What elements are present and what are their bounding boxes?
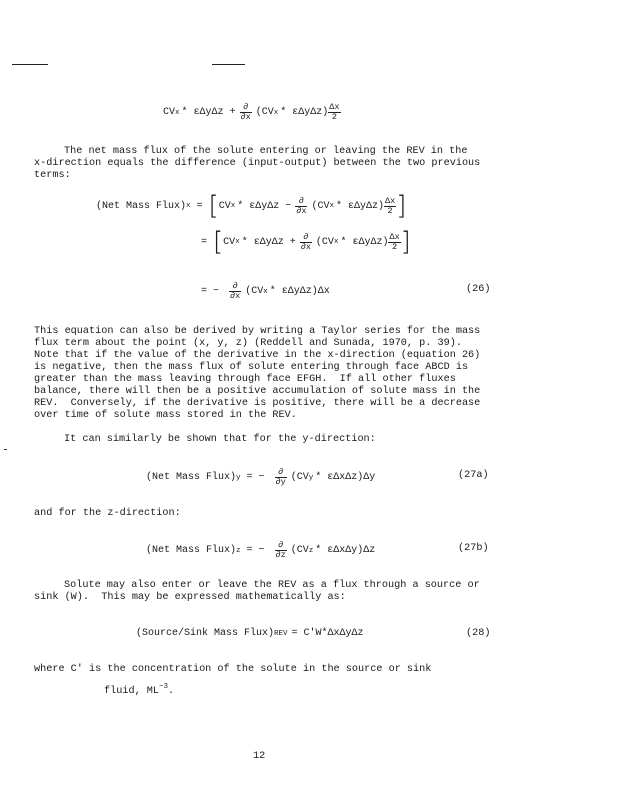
- frac-num: ∂: [240, 103, 252, 113]
- equation-28: [136, 628, 364, 639]
- text-fragment: fluid, ML: [104, 686, 160, 697]
- text-line: REV. Conversely, if the derivative is positive, there will be a decrease: [34, 398, 481, 409]
- text-line: This equation can also be derived by writing a Taylor series for the mass: [34, 326, 481, 337]
- text-line: x-direction equals the difference (input-output) between the two previous: [34, 158, 481, 169]
- frac-num: Δx: [329, 102, 340, 112]
- equation-number-28: (28): [466, 628, 491, 639]
- frac-den: ∂x: [240, 112, 251, 122]
- equation-27a: (Net Mass Flux) y = − $\frac{\partial}{\partial y}$ (CV y * εΔxΔz)Δy: [146, 467, 376, 487]
- frac-num: ∂: [275, 468, 287, 478]
- eq-sub: x: [186, 202, 191, 210]
- frac-den: ∂x: [230, 291, 241, 301]
- eq-fraction: [229, 282, 241, 301]
- text-line: is negative, then the mass flux of solute entering through face ABCD is: [34, 362, 469, 373]
- eq-term: * εΔyΔz)Δx: [269, 286, 330, 297]
- margin-mark: [4, 449, 7, 450]
- frac-den: ∂x: [296, 205, 307, 216]
- text-line: balance, there will then be a positive accumulation of solute mass in the: [34, 386, 481, 397]
- eq-term: (CV: [245, 286, 264, 297]
- superscript: −3: [159, 683, 169, 691]
- page-number: 12: [253, 751, 266, 762]
- eq-lhs: (Source/Sink Mass Flux): [136, 628, 275, 639]
- text-line: terms:: [34, 170, 71, 181]
- equation-26-line-1: (Net Mass Flux) x = [ CV x * εΔyΔz − $\frac{\partial}{\partial x}$ (CV x * εΔyΔz) $\frac{\Delta x}{2}$ ]: [96, 191, 407, 221]
- paragraph-3: It can similarly be shown that for the y-direction:: [64, 434, 376, 445]
- frac-den: 2: [387, 205, 393, 216]
- eq-sub: x: [329, 202, 334, 210]
- text-line: greater than the mass leaving through face EFGH. If all other fluxes: [34, 374, 456, 385]
- eq-sub: y: [236, 473, 241, 482]
- frac-den: 2: [392, 241, 398, 252]
- eq-sub: x: [263, 287, 268, 296]
- text-line: sink (W). This may be expressed mathematically as:: [34, 592, 346, 603]
- eq-lhs: (Net Mass Flux): [146, 472, 237, 483]
- right-bracket: ]: [400, 227, 411, 257]
- eq-lhs: (Net Mass Flux): [146, 545, 237, 556]
- eq-term: (CV: [290, 545, 309, 556]
- eq-fraction: [240, 103, 252, 122]
- text-line: Solute may also enter or leave the REV as a flux through a source or: [64, 580, 480, 591]
- eq-term: (CV: [290, 472, 309, 483]
- equation-number-27b: (27b): [458, 543, 489, 554]
- frac-num: ∂: [300, 233, 312, 243]
- top-rule-right: [212, 64, 245, 65]
- text-fragment: .: [168, 686, 175, 697]
- eq-sub: x: [230, 202, 236, 210]
- equation-top: [163, 103, 341, 122]
- frac-num: Δx: [389, 231, 400, 242]
- eq-term: CV: [223, 236, 236, 248]
- text-line: flux term about the point (x, y, z) (Reddell and Sunada, 1970, p. 39).: [34, 338, 462, 349]
- eq-fraction: [328, 103, 340, 122]
- eq-term: * εΔyΔz −: [237, 200, 292, 212]
- eq-term: (CV: [311, 200, 330, 212]
- equation-27b: (Net Mass Flux) z = − $\frac{\partial}{\partial z}$ (CV z * εΔxΔy)Δz: [146, 540, 376, 560]
- eq-sub: y: [308, 473, 314, 482]
- eq-term: * εΔyΔz): [340, 236, 389, 248]
- eq-term: (CV: [255, 107, 274, 118]
- top-rule-left: [12, 64, 48, 65]
- eq-term: * εΔyΔz +: [241, 236, 296, 248]
- eq-term: * εΔyΔz): [335, 200, 384, 212]
- eq-fraction: [295, 197, 307, 216]
- eq-fraction: [300, 233, 312, 252]
- frac-den: ∂z: [275, 550, 286, 560]
- frac-den: ∂x: [300, 241, 311, 252]
- text-line: over time of solute mass stored in the REV.: [34, 410, 297, 421]
- eq-term: * εΔyΔz +: [181, 107, 236, 118]
- text-line: where C' is the concentration of the solute in the source or sink: [34, 664, 432, 675]
- eq-sub: x: [175, 108, 180, 117]
- frac-den: 2: [331, 112, 337, 122]
- eq-sub: REV: [274, 629, 288, 638]
- eq-fraction: [388, 233, 400, 252]
- eq-term: CV: [218, 200, 231, 212]
- eq-sub: x: [273, 108, 279, 117]
- eq-term: CV: [163, 107, 176, 118]
- equation-number-26: (26): [466, 284, 491, 295]
- text-line: [104, 681, 174, 698]
- text-line: The net mass flux of the solute entering or leaving the REV in the: [64, 146, 468, 157]
- eq-fraction: [275, 541, 287, 560]
- frac-num: ∂: [275, 541, 287, 551]
- equation-number-27a: (27a): [458, 470, 489, 481]
- eq-lhs: (Net Mass Flux): [96, 200, 187, 212]
- eq-sub: z: [308, 546, 314, 555]
- eq-term: * εΔyΔz): [280, 107, 329, 118]
- eq-fraction: [275, 468, 287, 487]
- right-bracket: ]: [396, 191, 407, 221]
- equation-26-line-3: = − $\frac{\partial}{\partial x}$ (CV x * εΔyΔz)Δx: [201, 281, 330, 301]
- frac-den: ∂y: [275, 477, 286, 487]
- equation-26-line-2: = [ CV x * εΔyΔz + $\frac{\partial}{\partial x}$ (CV x * εΔyΔz) $\frac{\Delta x}{2}$ ]: [201, 227, 411, 257]
- eq-sub: z: [236, 546, 241, 555]
- eq-sub: x: [333, 238, 339, 246]
- frac-num: ∂: [295, 197, 307, 207]
- eq-term: (CV: [315, 236, 334, 248]
- text-line: Note that if the value of the derivative in the x-direction (equation 26): [34, 350, 481, 361]
- eq-term: * εΔxΔy)Δz: [315, 545, 376, 556]
- paragraph-4: and for the z-direction:: [34, 508, 181, 519]
- eq-sub: x: [235, 238, 240, 246]
- frac-num: Δx: [385, 195, 396, 206]
- left-bracket: [: [213, 227, 224, 257]
- eq-fraction: [384, 197, 396, 216]
- eq-rhs: = C'W*ΔxΔyΔz: [291, 628, 364, 639]
- frac-num: ∂: [229, 282, 241, 292]
- left-bracket: [: [208, 191, 219, 221]
- eq-term: * εΔxΔz)Δy: [315, 472, 376, 483]
